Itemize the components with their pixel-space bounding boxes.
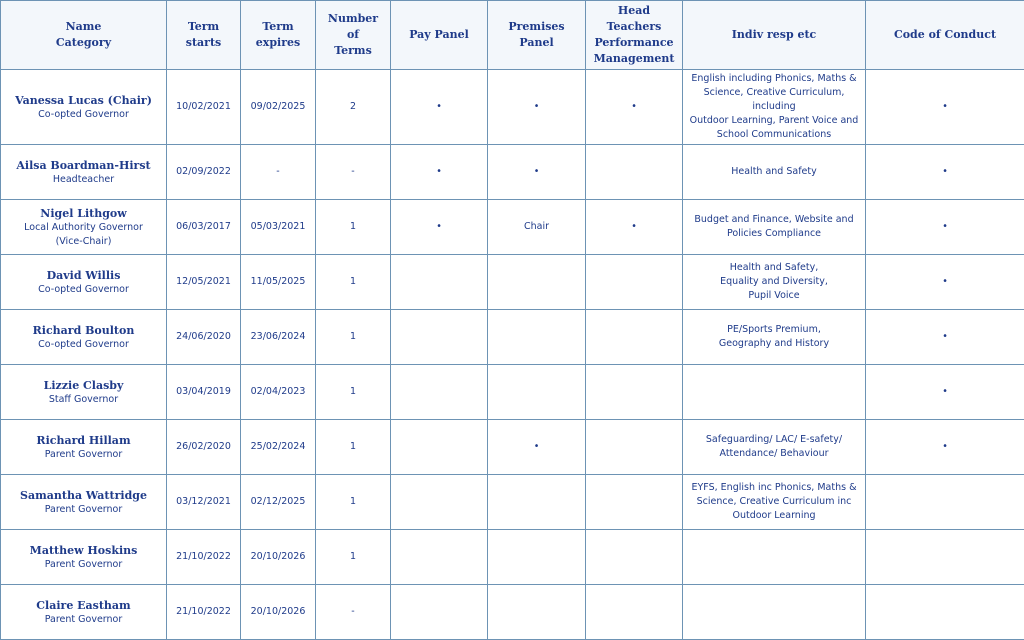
name-category-cell (1, 200, 167, 255)
header-htpm: Head Teachers Performance Management (586, 1, 683, 70)
premises-panel-cell: Chair (488, 200, 586, 255)
number-of-terms-cell: 1 (316, 200, 391, 255)
htpm-cell (586, 530, 683, 585)
indiv-resp-cell: Budget and Finance, Website and Policies Compliance (683, 200, 866, 255)
term-expires-cell: 20/10/2026 (241, 585, 316, 640)
premises-panel-cell (488, 255, 586, 310)
name-category-cell (1, 145, 167, 200)
header-term-expires: Term expires (241, 1, 316, 70)
table-row (1, 365, 1024, 420)
htpm-cell (586, 255, 683, 310)
governor-name: Richard Hillam (7, 433, 160, 448)
code-of-conduct-cell (866, 585, 1024, 640)
governor-name: Richard Boulton (7, 323, 160, 338)
htpm-cell (586, 475, 683, 530)
governor-name: Claire Eastham (7, 598, 160, 613)
indiv-resp-cell: Health and Safety, Equality and Diversity, Pupil Voice (683, 255, 866, 310)
governor-name: Matthew Hoskins (7, 543, 160, 558)
code-of-conduct-cell (866, 475, 1024, 530)
table-row (1, 255, 1024, 310)
term-starts-cell: 10/02/2021 (167, 70, 241, 145)
premises-panel-cell (488, 585, 586, 640)
pay-panel-cell: • (391, 145, 488, 200)
table-row (1, 310, 1024, 365)
governor-category: Parent Governor (7, 558, 160, 572)
indiv-resp-cell: Safeguarding/ LAC/ E-safety/ Attendance/ Behaviour (683, 420, 866, 475)
header-code-of-conduct: Code of Conduct (866, 1, 1024, 70)
premises-panel-cell (488, 310, 586, 365)
code-of-conduct-cell: • (866, 420, 1024, 475)
indiv-resp-cell: PE/Sports Premium, Geography and History (683, 310, 866, 365)
governor-category: Headteacher (7, 173, 160, 187)
name-category-cell (1, 475, 167, 530)
pay-panel-cell (391, 255, 488, 310)
number-of-terms-cell: 1 (316, 475, 391, 530)
pay-panel-cell (391, 420, 488, 475)
term-starts-cell: 02/09/2022 (167, 145, 241, 200)
governor-name: Vanessa Lucas (Chair) (7, 93, 160, 108)
code-of-conduct-cell: • (866, 145, 1024, 200)
name-category-cell (1, 530, 167, 585)
table-row (1, 145, 1024, 200)
name-category-cell (1, 420, 167, 475)
table-row (1, 70, 1024, 145)
name-category-cell (1, 70, 167, 145)
premises-panel-cell: • (488, 420, 586, 475)
term-starts-cell: 03/04/2019 (167, 365, 241, 420)
pay-panel-cell: • (391, 200, 488, 255)
indiv-resp-cell (683, 585, 866, 640)
premises-panel-cell (488, 475, 586, 530)
header-row (1, 1, 1024, 70)
premises-panel-cell (488, 530, 586, 585)
term-starts-cell: 06/03/2017 (167, 200, 241, 255)
term-expires-cell: 05/03/2021 (241, 200, 316, 255)
number-of-terms-cell: 1 (316, 365, 391, 420)
governor-name: David Willis (7, 268, 160, 283)
htpm-cell (586, 145, 683, 200)
htpm-cell (586, 420, 683, 475)
code-of-conduct-cell: • (866, 200, 1024, 255)
premises-panel-cell (488, 365, 586, 420)
htpm-cell: • (586, 200, 683, 255)
governor-name: Ailsa Boardman-Hirst (7, 158, 160, 173)
code-of-conduct-cell: • (866, 310, 1024, 365)
htpm-cell (586, 585, 683, 640)
htpm-cell (586, 365, 683, 420)
number-of-terms-cell: 1 (316, 420, 391, 475)
governor-name: Lizzie Clasby (7, 378, 160, 393)
governor-category: Co-opted Governor (7, 108, 160, 122)
governor-name: Nigel Lithgow (7, 206, 160, 221)
indiv-resp-cell: English including Phonics, Maths & Science, Creative Curriculum, including Outdoor Learning, Parent Voice and School Communications (683, 70, 866, 145)
term-expires-cell: 02/04/2023 (241, 365, 316, 420)
premises-panel-cell: • (488, 145, 586, 200)
code-of-conduct-cell (866, 530, 1024, 585)
governor-category: Staff Governor (7, 393, 160, 407)
indiv-resp-cell (683, 530, 866, 585)
htpm-cell: • (586, 70, 683, 145)
pay-panel-cell: • (391, 70, 488, 145)
header-term-starts: Term starts (167, 1, 241, 70)
indiv-resp-cell (683, 365, 866, 420)
term-expires-cell: - (241, 145, 316, 200)
table-row (1, 420, 1024, 475)
name-category-cell (1, 310, 167, 365)
header-pay-panel: Pay Panel (391, 1, 488, 70)
pay-panel-cell (391, 530, 488, 585)
pay-panel-cell (391, 365, 488, 420)
governor-category: Parent Governor (7, 613, 160, 627)
code-of-conduct-cell: • (866, 70, 1024, 145)
table-row (1, 200, 1024, 255)
term-expires-cell: 23/06/2024 (241, 310, 316, 365)
term-expires-cell: 09/02/2025 (241, 70, 316, 145)
term-starts-cell: 21/10/2022 (167, 585, 241, 640)
term-expires-cell: 20/10/2026 (241, 530, 316, 585)
governor-category: Co-opted Governor (7, 338, 160, 352)
indiv-resp-cell: EYFS, English inc Phonics, Maths & Science, Creative Curriculum inc Outdoor Learning (683, 475, 866, 530)
name-category-cell (1, 585, 167, 640)
header-premises-panel: Premises Panel (488, 1, 586, 70)
term-starts-cell: 03/12/2021 (167, 475, 241, 530)
number-of-terms-cell: 1 (316, 530, 391, 585)
governor-category: Local Authority Governor (Vice-Chair) (7, 221, 160, 249)
header-name-category: Name Category (1, 1, 167, 70)
number-of-terms-cell: 1 (316, 310, 391, 365)
table-row (1, 475, 1024, 530)
term-starts-cell: 24/06/2020 (167, 310, 241, 365)
governor-category: Parent Governor (7, 503, 160, 517)
number-of-terms-cell: - (316, 585, 391, 640)
code-of-conduct-cell: • (866, 255, 1024, 310)
term-expires-cell: 11/05/2025 (241, 255, 316, 310)
htpm-cell (586, 310, 683, 365)
header-number-of-terms: Number of Terms (316, 1, 391, 70)
pay-panel-cell (391, 310, 488, 365)
header-indiv-resp: Indiv resp etc (683, 1, 866, 70)
premises-panel-cell: • (488, 70, 586, 145)
governor-name: Samantha Wattridge (7, 488, 160, 503)
code-of-conduct-cell: • (866, 365, 1024, 420)
number-of-terms-cell: 2 (316, 70, 391, 145)
term-starts-cell: 12/05/2021 (167, 255, 241, 310)
table-row (1, 530, 1024, 585)
pay-panel-cell (391, 475, 488, 530)
indiv-resp-cell: Health and Safety (683, 145, 866, 200)
term-expires-cell: 25/02/2024 (241, 420, 316, 475)
number-of-terms-cell: - (316, 145, 391, 200)
number-of-terms-cell: 1 (316, 255, 391, 310)
pay-panel-cell (391, 585, 488, 640)
name-category-cell (1, 365, 167, 420)
term-starts-cell: 26/02/2020 (167, 420, 241, 475)
governor-category: Co-opted Governor (7, 283, 160, 297)
term-expires-cell: 02/12/2025 (241, 475, 316, 530)
term-starts-cell: 21/10/2022 (167, 530, 241, 585)
name-category-cell (1, 255, 167, 310)
governor-category: Parent Governor (7, 448, 160, 462)
table-row (1, 585, 1024, 640)
